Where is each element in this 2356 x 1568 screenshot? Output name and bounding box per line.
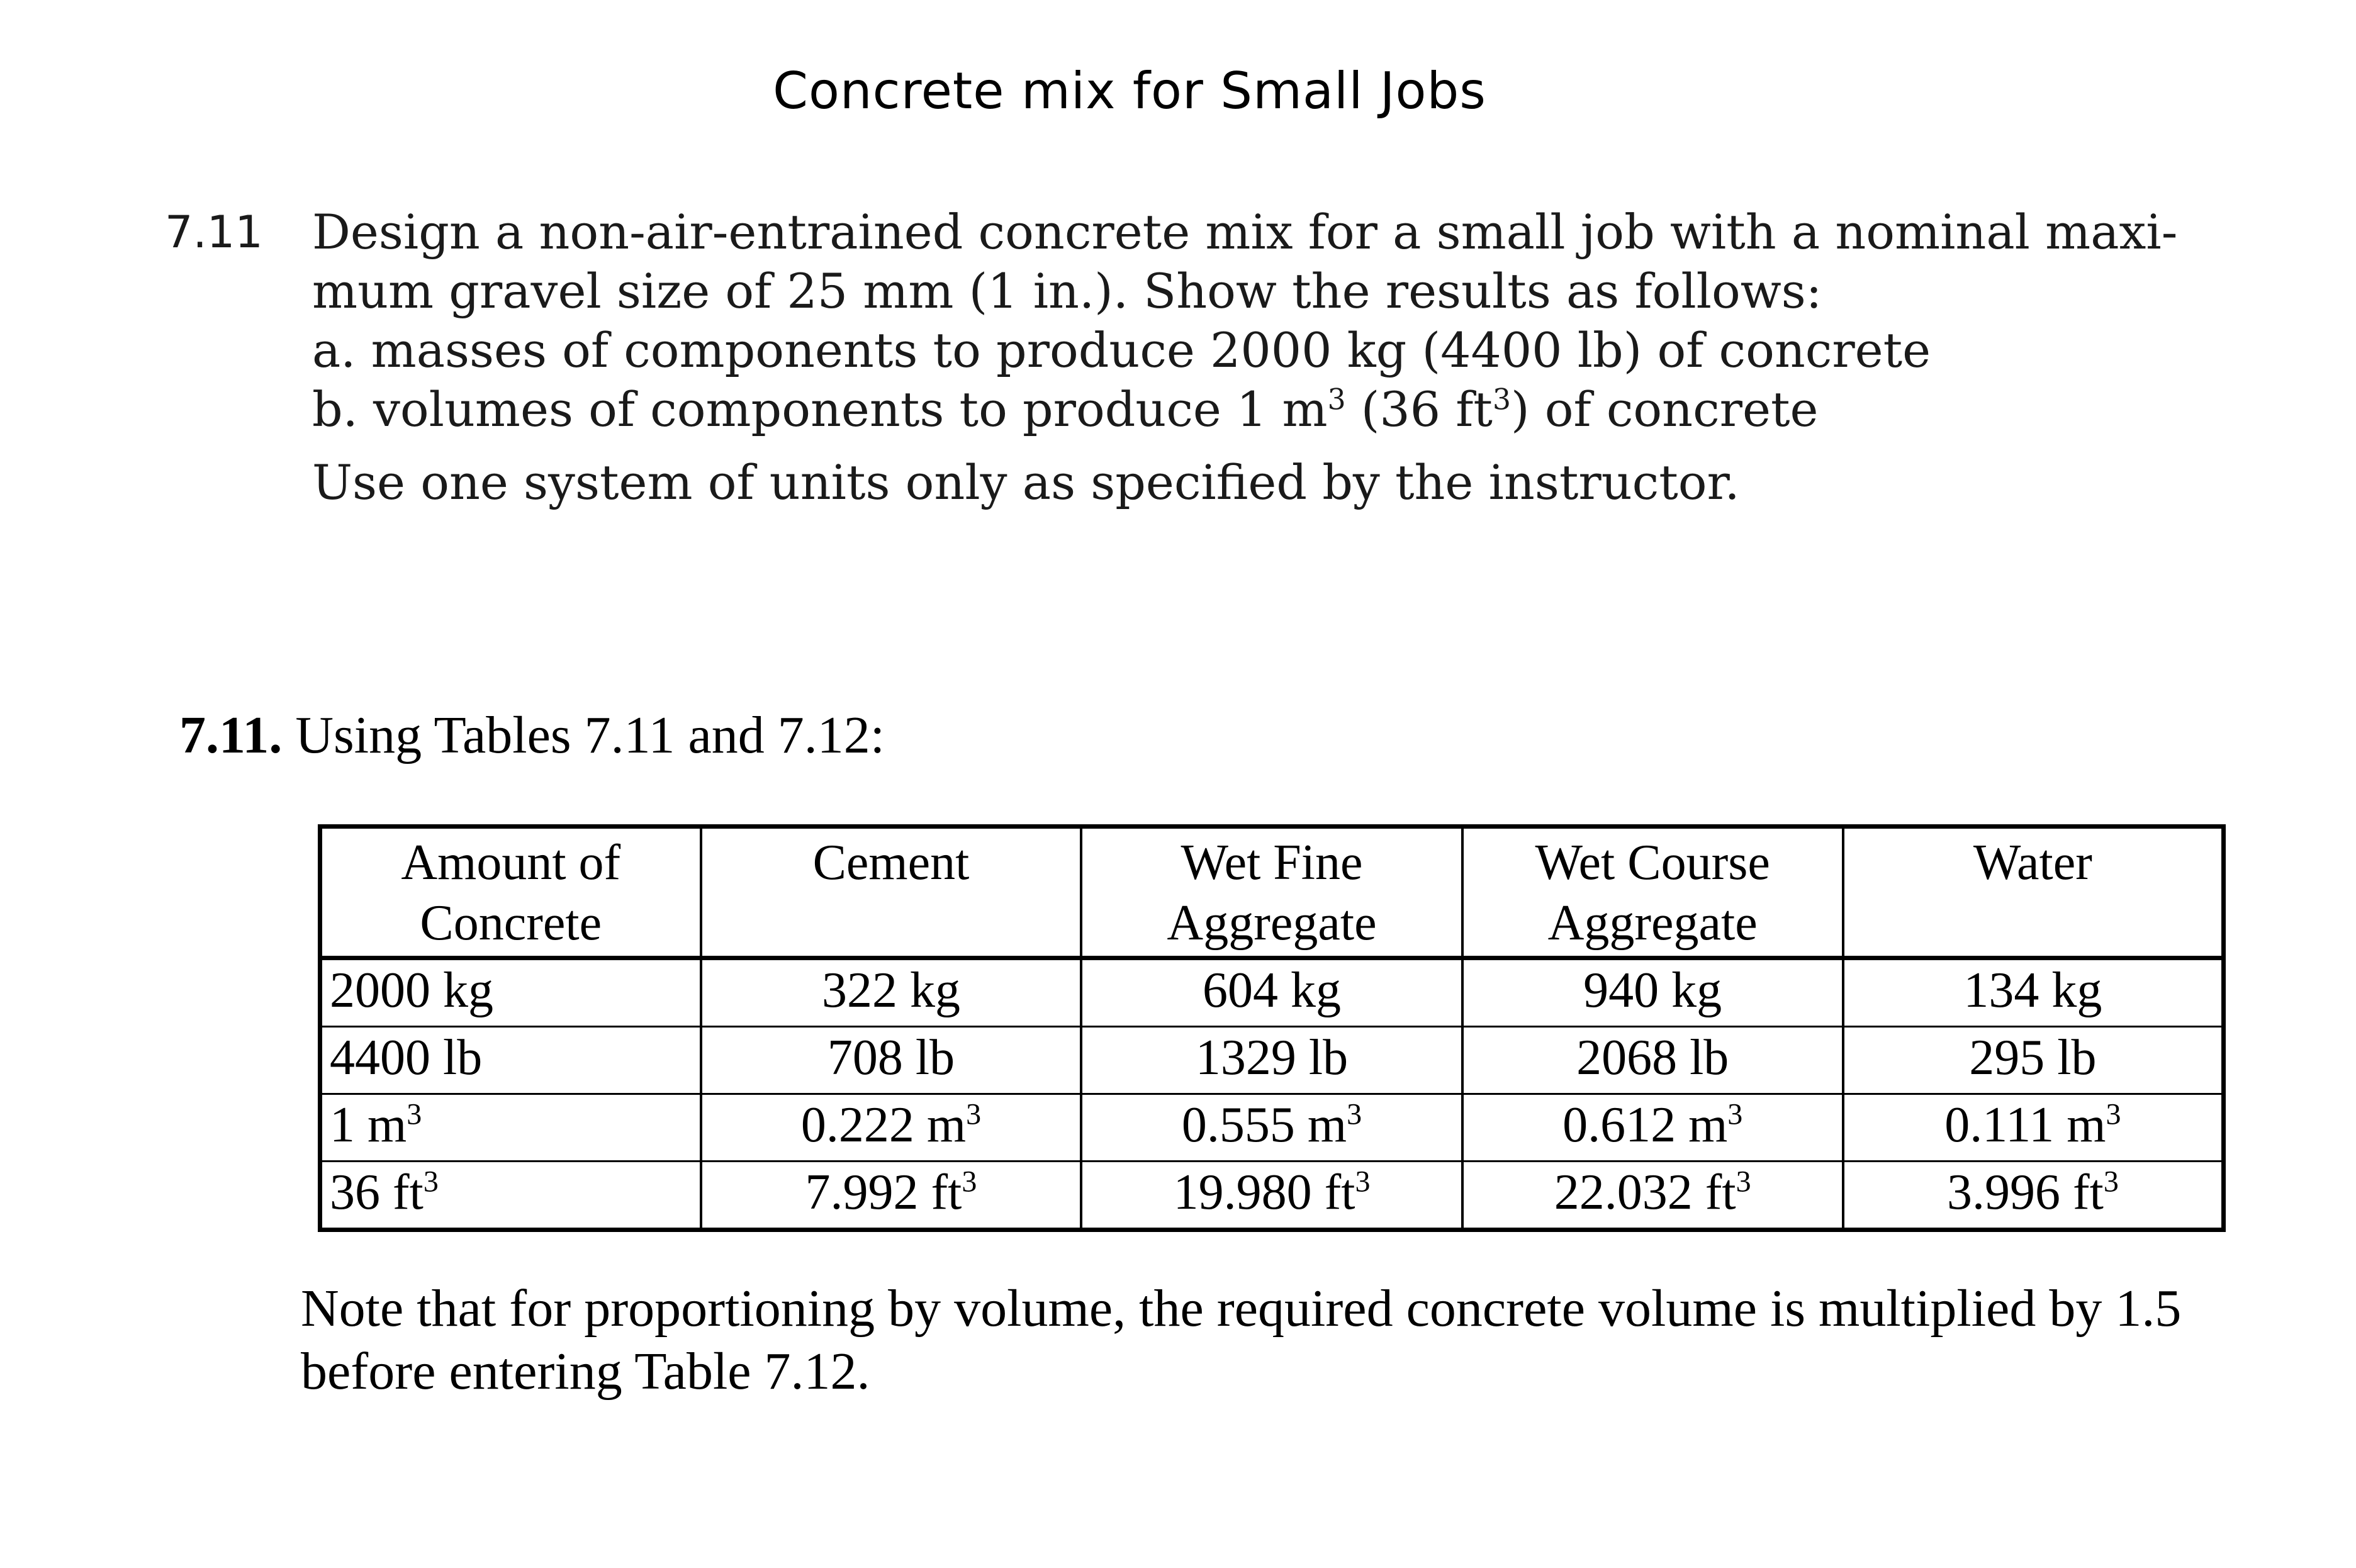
superscript: 3	[1327, 383, 1346, 417]
problem-item-b	[312, 380, 2231, 439]
cell-fine: 604 kg	[1081, 958, 1462, 1027]
cell-coarse: 2068 lb	[1462, 1027, 1843, 1094]
cell-water: 134 kg	[1843, 958, 2224, 1027]
solution-heading-text: Using Tables 7.11 and 7.12:	[282, 706, 885, 764]
item-b-text-2: (36 ft	[1345, 381, 1493, 437]
page-title: Concrete mix for Small Jobs	[773, 62, 1486, 120]
cell-amount: 2000 kg	[320, 958, 701, 1027]
cell-cement: 0.222 $m^3$	[701, 1094, 1082, 1162]
problem-number: 7.11	[165, 206, 263, 258]
cell-water: 295 lb	[1843, 1027, 2224, 1094]
mix-table	[318, 824, 2226, 1232]
header-amount: Amount of Concrete	[320, 827, 701, 958]
cell-cement: 708 lb	[701, 1027, 1082, 1094]
note-line-1: Note that for proportioning by volume, the required concrete volume is multiplied by 1.5	[301, 1279, 2182, 1338]
cell-amount: 1 $m^3$	[320, 1094, 701, 1162]
cell-coarse: 22.032 $ft^3$	[1462, 1162, 1843, 1230]
cell-cement: 322 kg	[701, 958, 1082, 1027]
cell-amount: 4400 lb	[320, 1027, 701, 1094]
cell-fine: 0.555 $m^3$	[1081, 1094, 1462, 1162]
cell-water: 0.111 $m^3$	[1843, 1094, 2224, 1162]
solution-number: 7.11.	[179, 706, 283, 764]
problem-body	[312, 203, 2231, 512]
table-row	[320, 1162, 2224, 1230]
item-b-text-3: ) of concrete	[1510, 381, 1819, 437]
cell-amount: 36 $ft^3$	[320, 1162, 701, 1230]
superscript: 3	[1492, 383, 1511, 417]
cell-fine: 19.980 $ft^3$	[1081, 1162, 1462, 1230]
cell-coarse: 940 kg	[1462, 958, 1843, 1027]
header-wet-course-aggregate: Wet Course Aggregate	[1462, 827, 1843, 958]
table-header-row	[320, 827, 2224, 958]
cell-cement: 7.992 $ft^3$	[701, 1162, 1082, 1230]
cell-coarse: 0.612 $m^3$	[1462, 1094, 1843, 1162]
item-b-text-1: b. volumes of components to produce 1 m	[312, 381, 1328, 437]
table-row	[320, 1094, 2224, 1162]
header-wet-fine-aggregate: Wet Fine Aggregate	[1081, 827, 1462, 958]
header-cement: Cement	[701, 827, 1082, 958]
table-row	[320, 1027, 2224, 1094]
cell-fine: 1329 lb	[1081, 1027, 1462, 1094]
note	[301, 1277, 2252, 1403]
solution-heading	[179, 705, 885, 766]
problem-line-2: mum gravel size of 25 mm (1 in.). Show the results as follows:	[312, 263, 1822, 319]
cell-water: 3.996 $ft^3$	[1843, 1162, 2224, 1230]
problem-line-1: Design a non-air-entrained concrete mix for a small job with a nominal maxi-	[312, 204, 2178, 260]
problem-item-a: a. masses of components to produce 2000 kg (4400 lb) of concrete	[312, 322, 1931, 378]
table-row	[320, 958, 2224, 1027]
header-water: Water	[1843, 827, 2224, 958]
note-line-2: before entering Table 7.12.	[301, 1342, 870, 1401]
problem-closing: Use one system of units only as specified by the instructor.	[312, 454, 1740, 510]
